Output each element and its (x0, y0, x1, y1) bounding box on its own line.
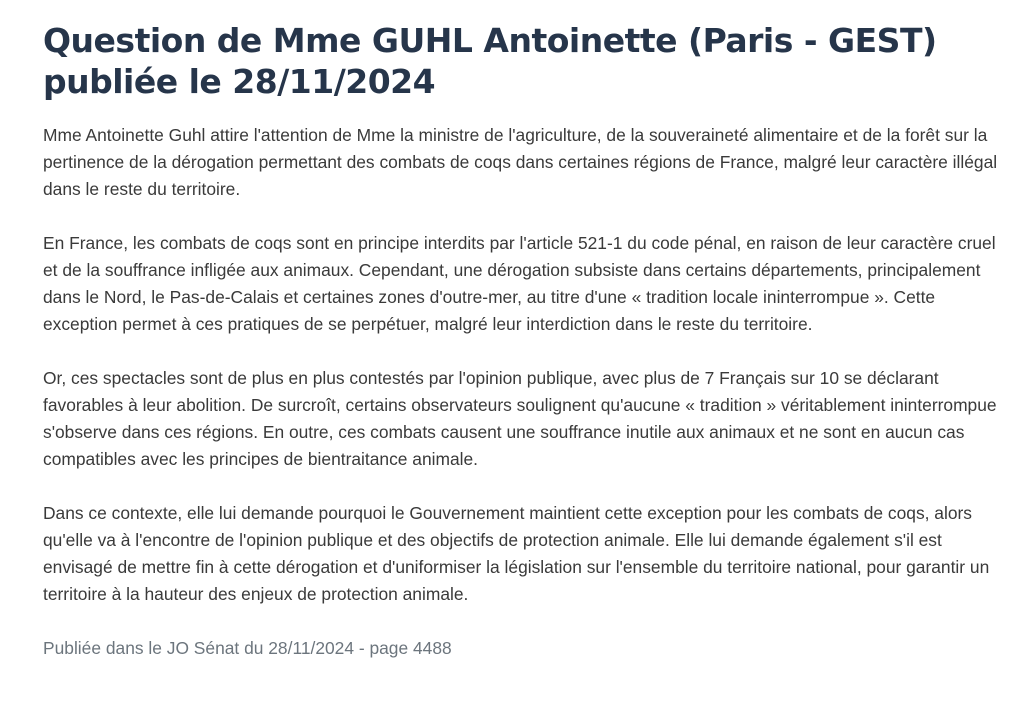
question-paragraph: Mme Antoinette Guhl attire l'attention de Mme la ministre de l'agriculture, de la souveraineté alimentaire et de la forêt sur la pertinence de la dérogation permettant des combats de coqs dans certaines régions de France, malgré leur caractère illégal dans le reste du territoire. (43, 125, 998, 199)
question-title: Question de Mme GUHL Antoinette (Paris - GEST) publiée le 28/11/2024 (43, 21, 937, 101)
question-paragraph: Dans ce contexte, elle lui demande pourquoi le Gouvernement maintient cette exception pour les combats de coqs, alors qu'elle va à l'encontre de l'opinion publique et des objectifs de protection animale. Elle lui demande également s'il est envisagé de mettre fin à cette dérogation et d'uniformiser la législation sur l'ensemble du territoire national, pour garantir un territoire à la hauteur des enjeux de protection animale. (43, 503, 990, 604)
question-body (43, 122, 1000, 608)
question-paragraph: En France, les combats de coqs sont en principe interdits par l'article 521-1 du code pénal, en raison de leur caractère cruel et de la souffrance infligée aux animaux. Cependant, une dérogation subsiste dans certains départements, principalement dans le Nord, le Pas-de-Calais et certaines zones d'outre-mer, au titre d'une « tradition locale ininterrompue ». Cette exception permet à ces pratiques de se perpétuer, malgré leur interdiction dans le reste du territoire. (43, 233, 996, 334)
question-paragraph: Or, ces spectacles sont de plus en plus contestés par l'opinion publique, avec plus de 7 Français sur 10 se déclarant favorables à leur abolition. De surcroît, certains observateurs soulignent qu'aucune « tradition » véritablement ininterrompue s'observe dans ces régions. En outre, ces combats causent une souffrance inutile aux animaux et ne sont en aucun cas compatibles avec les principes de bientraitance animale. (43, 368, 997, 469)
publication-note: Publiée dans le JO Sénat du 28/11/2024 - page 4488 (43, 638, 452, 658)
